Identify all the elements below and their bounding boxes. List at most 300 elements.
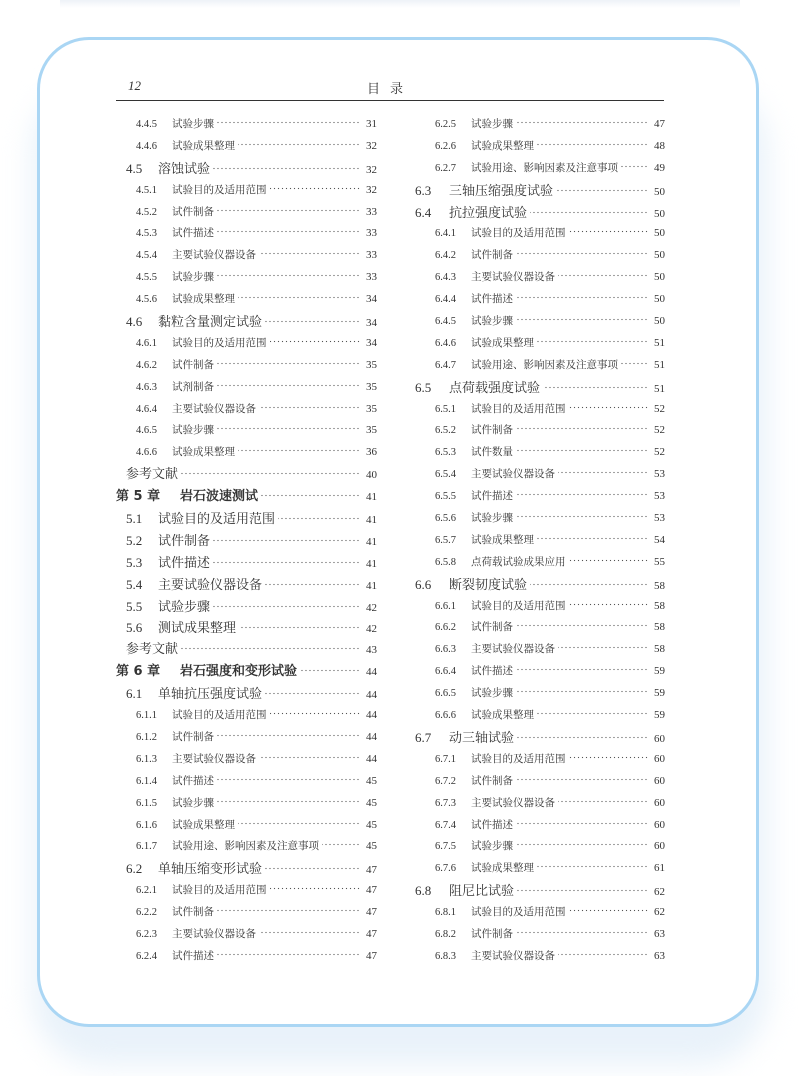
toc-entry-title: 试验步骤 xyxy=(172,118,214,130)
toc-entry[interactable] xyxy=(116,377,377,399)
toc-entry-page: 33 xyxy=(366,205,377,218)
toc-entry-page: 32 xyxy=(366,139,377,152)
toc-entry-title: 试验步骤 xyxy=(471,687,513,700)
toc-entry-page: 35 xyxy=(366,358,377,371)
toc-right-column xyxy=(415,114,665,968)
toc-entry[interactable] xyxy=(415,442,665,464)
toc-entry-title: 试验成果整理 xyxy=(172,818,235,831)
toc-entry[interactable] xyxy=(415,158,665,180)
toc-entry-page: 33 xyxy=(366,249,377,262)
toc-entry[interactable] xyxy=(415,574,665,596)
toc-entry-number: 6.4.6 xyxy=(435,337,456,349)
toc-entry[interactable] xyxy=(415,333,665,355)
dot-leader xyxy=(217,362,360,365)
toc-entry[interactable] xyxy=(415,420,665,442)
toc-entry-number: 6.2 xyxy=(126,861,143,877)
dot-leader xyxy=(300,669,360,672)
toc-entry-title: 动三轴试验 xyxy=(449,730,515,746)
toc-entry-number: 5.5 xyxy=(126,598,143,614)
toc-entry-number: 5.2 xyxy=(126,532,143,548)
toc-entry-page: 42 xyxy=(366,601,377,614)
toc-entry-number: 6.5.8 xyxy=(435,556,456,568)
toc-entry-title: 抗拉强度试验 xyxy=(449,205,528,221)
toc-entry-title: 试验步骤 xyxy=(172,796,214,809)
dot-leader xyxy=(516,931,648,934)
toc-entry-number: 5.3 xyxy=(126,554,143,570)
toc-entry-page: 63 xyxy=(654,949,665,962)
toc-entry-number: 6.2.4 xyxy=(136,950,157,962)
dot-leader xyxy=(516,296,648,299)
toc-entry-number: 6.5.5 xyxy=(435,491,456,503)
toc-entry[interactable] xyxy=(116,223,377,245)
toc-entry[interactable] xyxy=(116,530,377,552)
toc-entry-title: 溶蚀试验 xyxy=(158,161,211,177)
toc-entry-number: 6.1.1 xyxy=(136,710,157,722)
dot-leader xyxy=(558,953,648,956)
toc-entry-number: 6.2.7 xyxy=(435,162,456,174)
toc-entry-page: 58 xyxy=(654,621,665,634)
dot-leader xyxy=(558,800,648,803)
toc-entry[interactable] xyxy=(116,552,377,574)
dot-leader xyxy=(569,756,649,759)
dot-leader xyxy=(517,889,648,892)
toc-entry-title: 试验步骤 xyxy=(172,271,214,284)
toc-entry[interactable] xyxy=(415,245,665,267)
dot-leader xyxy=(537,340,648,343)
toc-entry[interactable] xyxy=(116,464,377,486)
dot-leader xyxy=(278,517,360,520)
toc-entry-page: 49 xyxy=(654,161,665,174)
toc-entry-title: 试件制备 xyxy=(471,249,513,262)
toc-entry-page: 53 xyxy=(654,490,665,503)
toc-entry-title: 试验目的及适用范围 xyxy=(471,906,566,919)
toc-entry-page: 41 xyxy=(366,491,377,504)
toc-entry[interactable] xyxy=(415,815,665,837)
toc-entry[interactable] xyxy=(415,596,665,618)
toc-entry[interactable] xyxy=(116,617,377,639)
toc-entry[interactable] xyxy=(415,180,665,202)
toc-entry-page: 41 xyxy=(366,514,377,527)
toc-entry[interactable] xyxy=(415,508,665,530)
dot-leader xyxy=(259,756,360,759)
dot-leader xyxy=(217,121,360,124)
toc-entry-page: 55 xyxy=(654,555,665,568)
toc-entry[interactable] xyxy=(116,596,377,618)
toc-entry-title: 试件制备 xyxy=(471,424,513,437)
toc-entry-title: 点荷载试验成果应用 xyxy=(471,555,566,568)
dot-leader xyxy=(516,493,648,496)
toc-entry[interactable] xyxy=(116,683,377,705)
toc-entry[interactable] xyxy=(116,793,377,815)
toc-entry-title: 试验目的及适用范围 xyxy=(471,402,566,415)
toc-entry-page: 50 xyxy=(654,249,665,262)
dot-leader xyxy=(516,778,648,781)
dot-leader xyxy=(516,121,648,124)
toc-entry[interactable] xyxy=(415,223,665,245)
toc-entry-page: 44 xyxy=(366,730,377,743)
toc-entry[interactable] xyxy=(116,289,377,311)
dot-leader xyxy=(217,274,360,277)
toc-entry-number: 6.1.6 xyxy=(136,819,157,831)
toc-entry-number: 6.4.1 xyxy=(435,228,456,240)
toc-entry[interactable] xyxy=(415,267,665,289)
toc-entry[interactable] xyxy=(116,420,377,442)
toc-entry-number: 6.7 xyxy=(415,729,432,745)
toc-entry-page: 54 xyxy=(654,533,665,546)
toc-entry-number: 4.6.2 xyxy=(136,359,157,371)
toc-entry[interactable] xyxy=(415,727,665,749)
toc-entry-page: 35 xyxy=(366,380,377,393)
toc-entry-number: 6.5.6 xyxy=(435,513,456,525)
toc-entry[interactable] xyxy=(116,311,377,333)
toc-entry-number: 6.8 xyxy=(415,883,432,899)
toc-entry[interactable] xyxy=(415,464,665,486)
dot-leader xyxy=(516,318,648,321)
dot-leader xyxy=(217,734,360,737)
toc-entry-title: 试件制备 xyxy=(158,533,211,549)
toc-entry-number: 5.1 xyxy=(126,511,143,527)
toc-entry-number: 6.7.1 xyxy=(435,753,456,765)
toc-entry-title: 试验用途、影响因素及注意事项 xyxy=(471,358,618,371)
toc-entry[interactable] xyxy=(116,705,377,727)
toc-entry-title: 试验步骤 xyxy=(471,512,513,525)
dot-leader xyxy=(537,712,648,715)
toc-entry-title: 试验目的及适用范围 xyxy=(471,227,566,240)
dot-leader xyxy=(259,406,360,409)
toc-entry-title: 试件制备 xyxy=(172,730,214,743)
toc-entry-page: 41 xyxy=(366,535,377,548)
toc-entry[interactable] xyxy=(415,486,665,508)
toc-entry-page: 41 xyxy=(366,557,377,570)
dot-leader xyxy=(270,187,361,190)
toc-entry-title: 试验成果整理 xyxy=(471,709,534,722)
toc-entry-title: 试件描述 xyxy=(172,227,214,240)
toc-entry[interactable] xyxy=(415,902,665,924)
toc-entry-title: 试件制备 xyxy=(172,205,214,218)
toc-entry-page: 47 xyxy=(366,864,377,877)
toc-entry-title: 岩石强度和变形试验 xyxy=(180,664,298,680)
dot-leader xyxy=(265,583,360,586)
toc-entry[interactable] xyxy=(415,683,665,705)
toc-entry[interactable] xyxy=(415,924,665,946)
dot-leader xyxy=(537,865,648,868)
dot-leader xyxy=(558,274,648,277)
toc-entry[interactable] xyxy=(116,180,377,202)
toc-entry[interactable] xyxy=(415,639,665,661)
toc-entry-page: 34 xyxy=(366,336,377,349)
page-title: 目录 xyxy=(366,82,413,97)
toc-entry-number: 6.3 xyxy=(415,182,432,198)
toc-entry-title: 岩石波速测试 xyxy=(180,489,259,505)
toc-entry[interactable] xyxy=(116,574,377,596)
dot-leader xyxy=(259,252,360,255)
dot-leader xyxy=(530,211,648,214)
toc-entry-number: 4.6.6 xyxy=(136,447,157,459)
toc-entry-number: 6.8.2 xyxy=(435,928,456,940)
toc-entry-page: 59 xyxy=(654,687,665,700)
toc-entry-page: 41 xyxy=(366,579,377,592)
toc-entry[interactable] xyxy=(116,202,377,224)
toc-left-column xyxy=(116,114,377,968)
toc-entry-page: 51 xyxy=(654,358,665,371)
toc-entry[interactable] xyxy=(415,617,665,639)
toc-entry-number: 4.6.4 xyxy=(136,403,157,415)
dot-leader xyxy=(270,712,361,715)
toc-entry-page: 53 xyxy=(654,512,665,525)
toc-entry[interactable] xyxy=(116,267,377,289)
toc-entry-page: 58 xyxy=(654,579,665,592)
toc-entry[interactable] xyxy=(415,858,665,880)
toc-entry-page: 52 xyxy=(654,424,665,437)
toc-entry[interactable] xyxy=(415,289,665,311)
toc-entry[interactable] xyxy=(116,639,377,661)
toc-entry[interactable] xyxy=(415,377,665,399)
dot-leader xyxy=(530,583,648,586)
toc-entry[interactable] xyxy=(116,442,377,464)
toc-entry[interactable] xyxy=(116,399,377,421)
toc-entry[interactable] xyxy=(116,355,377,377)
toc-entry[interactable] xyxy=(415,311,665,333)
dot-leader xyxy=(265,320,360,323)
toc-entry-title: 主要试验仪器设备 xyxy=(158,577,263,593)
toc-entry-number: 4.6 xyxy=(126,314,143,330)
dot-leader xyxy=(261,494,360,497)
toc-entry[interactable] xyxy=(415,793,665,815)
dot-leader xyxy=(217,230,360,233)
toc-entry-page: 63 xyxy=(654,927,665,940)
toc-entry-number: 4.4.6 xyxy=(136,140,157,152)
toc-entry-number: 4.5.6 xyxy=(136,294,157,306)
toc-entry[interactable] xyxy=(415,946,665,968)
toc-entry-number: 6.5.2 xyxy=(435,425,456,437)
toc-entry-title: 断裂韧度试验 xyxy=(449,577,528,593)
toc-entry-page: 53 xyxy=(654,468,665,481)
toc-entry-page: 32 xyxy=(366,183,377,196)
dot-leader xyxy=(217,209,360,212)
dot-leader xyxy=(621,362,648,365)
toc-entry-title: 试件数量 xyxy=(471,446,513,459)
dot-leader xyxy=(213,561,360,564)
toc-entry-number: 6.5 xyxy=(415,379,432,395)
toc-entry-page: 47 xyxy=(366,906,377,919)
toc-entry[interactable] xyxy=(415,749,665,771)
dot-leader xyxy=(558,646,648,649)
toc-entry-title: 测试成果整理 xyxy=(158,621,237,637)
dot-leader xyxy=(537,537,648,540)
toc-entry[interactable] xyxy=(415,552,665,574)
toc-entry-page: 60 xyxy=(654,796,665,809)
toc-entry[interactable] xyxy=(116,245,377,267)
toc-entry[interactable] xyxy=(116,333,377,355)
toc-entry[interactable] xyxy=(415,771,665,793)
toc-entry[interactable] xyxy=(116,508,377,530)
toc-entry[interactable] xyxy=(415,399,665,421)
toc-entry-number: 4.5.4 xyxy=(136,250,157,262)
toc-entry[interactable] xyxy=(415,661,665,683)
page-header xyxy=(116,76,664,101)
toc-entry-page: 45 xyxy=(366,840,377,853)
dot-leader xyxy=(270,887,361,890)
toc-entry-number: 4.5.3 xyxy=(136,228,157,240)
toc-entry-page: 47 xyxy=(366,949,377,962)
background-top-fade xyxy=(60,0,740,8)
toc-entry-title: 试验目的及适用范围 xyxy=(172,183,267,196)
toc-entry-page: 47 xyxy=(366,884,377,897)
toc-entry-title: 试验步骤 xyxy=(471,118,513,130)
toc-entry-title: 试件制备 xyxy=(471,621,513,634)
toc-entry-title: 试件描述 xyxy=(158,555,211,571)
toc-entry-title: 试件制备 xyxy=(172,906,214,919)
dot-leader xyxy=(239,626,360,629)
toc-entry-title: 试验目的及适用范围 xyxy=(172,709,267,722)
toc-entry-number: 6.6.2 xyxy=(435,622,456,634)
toc-entry[interactable] xyxy=(415,114,665,136)
toc-entry-number: 6.4 xyxy=(415,204,432,220)
dot-leader xyxy=(217,427,360,430)
toc-entry-page: 33 xyxy=(366,227,377,240)
toc-entry-number: 6.5.1 xyxy=(435,403,456,415)
dot-leader xyxy=(569,603,649,606)
toc-entry-number: 6.5.7 xyxy=(435,534,456,546)
toc-entry-page: 50 xyxy=(654,315,665,328)
toc-entry[interactable] xyxy=(415,136,665,158)
toc-entry[interactable] xyxy=(116,946,377,968)
toc-entry-number: 4.5.2 xyxy=(136,206,157,218)
dot-leader xyxy=(259,931,360,934)
toc-entry-title: 试件描述 xyxy=(471,293,513,306)
toc-entry[interactable] xyxy=(116,924,377,946)
toc-entry[interactable] xyxy=(116,902,377,924)
toc-entry-title: 主要试验仪器设备 xyxy=(471,468,555,481)
toc-entry-page: 50 xyxy=(654,227,665,240)
toc-entry-number: 6.1.2 xyxy=(136,731,157,743)
toc-entry[interactable] xyxy=(415,880,665,902)
toc-entry-title: 试验成果整理 xyxy=(172,446,235,459)
toc-entry-title: 参考文献 xyxy=(126,467,179,483)
dot-leader xyxy=(621,165,648,168)
toc-entry-page: 34 xyxy=(366,293,377,306)
dot-leader xyxy=(217,953,360,956)
dot-leader xyxy=(516,427,648,430)
toc-entry[interactable] xyxy=(116,880,377,902)
toc-entry[interactable] xyxy=(116,815,377,837)
dot-leader xyxy=(238,822,360,825)
toc-entry-page: 45 xyxy=(366,818,377,831)
toc-entry-number: 6.5.3 xyxy=(435,447,456,459)
toc-entry[interactable] xyxy=(116,114,377,136)
toc-entry-number: 6.4.2 xyxy=(435,250,456,262)
toc-entry-page: 60 xyxy=(654,732,665,745)
toc-entry-number: 6.2.3 xyxy=(136,928,157,940)
toc-entry-title: 主要试验仪器设备 xyxy=(471,271,555,284)
toc-entry-number: 6.7.4 xyxy=(435,819,456,831)
toc-entry[interactable] xyxy=(415,530,665,552)
toc-entry-number: 6.6 xyxy=(415,576,432,592)
toc-entry-page: 44 xyxy=(366,752,377,765)
toc-entry-title: 黏粒含量测定试验 xyxy=(158,315,263,331)
toc-entry-number: 6.2.6 xyxy=(435,140,456,152)
dot-leader xyxy=(238,143,360,146)
dot-leader xyxy=(213,539,360,542)
toc-entry-title: 试验目的及适用范围 xyxy=(172,884,267,897)
toc-entry[interactable] xyxy=(116,158,377,180)
toc-entry-number: 4.6.1 xyxy=(136,337,157,349)
toc-entry-title: 试验成果整理 xyxy=(471,139,534,152)
toc-entry-number: 4.5 xyxy=(126,160,143,176)
dot-leader xyxy=(238,296,360,299)
toc-entry-page: 45 xyxy=(366,774,377,787)
toc-entry-title: 主要试验仪器设备 xyxy=(471,949,555,962)
toc-entry-title: 主要试验仪器设备 xyxy=(471,796,555,809)
dot-leader xyxy=(556,189,648,192)
toc-entry[interactable] xyxy=(415,836,665,858)
toc-entry-number: 6.1.3 xyxy=(136,753,157,765)
toc-entry-page: 34 xyxy=(366,317,377,330)
toc-entry-title: 主要试验仪器设备 xyxy=(172,927,256,940)
toc-entry-number: 6.6.4 xyxy=(435,666,456,678)
toc-entry-number: 6.4.4 xyxy=(435,294,456,306)
dot-leader xyxy=(270,340,361,343)
toc-entry[interactable] xyxy=(415,202,665,224)
toc-entry-title: 试验步骤 xyxy=(158,599,211,615)
toc-entry-number: 6.2.1 xyxy=(136,885,157,897)
toc-entry-page: 44 xyxy=(366,666,377,679)
toc-entry-title: 试剂制备 xyxy=(172,380,214,393)
dot-leader xyxy=(569,230,649,233)
toc-entry[interactable] xyxy=(116,836,377,858)
toc-entry[interactable] xyxy=(116,749,377,771)
toc-entry-page: 40 xyxy=(366,469,377,482)
toc-entry-title: 试验成果整理 xyxy=(172,139,235,152)
toc-entry-title: 试验成果整理 xyxy=(471,862,534,875)
toc-entry-page: 60 xyxy=(654,840,665,853)
dot-leader xyxy=(543,386,648,389)
dot-leader xyxy=(181,472,360,475)
toc-entry-title: 试件描述 xyxy=(172,774,214,787)
toc-entry-page: 48 xyxy=(654,139,665,152)
page-number: 12 xyxy=(128,78,141,93)
toc-entry-number: 6.2.2 xyxy=(136,907,157,919)
toc-entry[interactable] xyxy=(116,486,377,508)
toc-entry-title: 试验用途、影响因素及注意事项 xyxy=(471,161,618,174)
toc-entry[interactable] xyxy=(116,858,377,880)
dot-leader xyxy=(217,778,360,781)
toc-entry[interactable] xyxy=(116,136,377,158)
toc-entry-title: 试验目的及适用范围 xyxy=(471,752,566,765)
toc-entry-page: 52 xyxy=(654,402,665,415)
toc-entry-number: 6.8.3 xyxy=(435,950,456,962)
toc-entry[interactable] xyxy=(116,661,377,683)
toc-entry-page: 52 xyxy=(654,446,665,459)
toc-entry-title: 试验目的及适用范围 xyxy=(158,512,276,528)
toc-entry[interactable] xyxy=(116,727,377,749)
toc-entry[interactable] xyxy=(415,705,665,727)
toc-entry-number: 6.7.6 xyxy=(435,863,456,875)
toc-entry-page: 59 xyxy=(654,665,665,678)
toc-entry-page: 50 xyxy=(654,271,665,284)
toc-entry-number: 6.7.5 xyxy=(435,841,456,853)
toc-entry-page: 35 xyxy=(366,402,377,415)
toc-entry-title: 试验成果整理 xyxy=(471,533,534,546)
toc-entry[interactable] xyxy=(116,771,377,793)
toc-entry[interactable] xyxy=(415,355,665,377)
toc-entry-number: 4.6.5 xyxy=(136,425,157,437)
toc-entry-number: 6.6.3 xyxy=(435,644,456,656)
toc-entry-page: 61 xyxy=(654,862,665,875)
toc-entry-number: 6.6.1 xyxy=(435,600,456,612)
toc-entry-title: 阻尼比试验 xyxy=(449,884,515,900)
toc-entry-page: 44 xyxy=(366,689,377,702)
